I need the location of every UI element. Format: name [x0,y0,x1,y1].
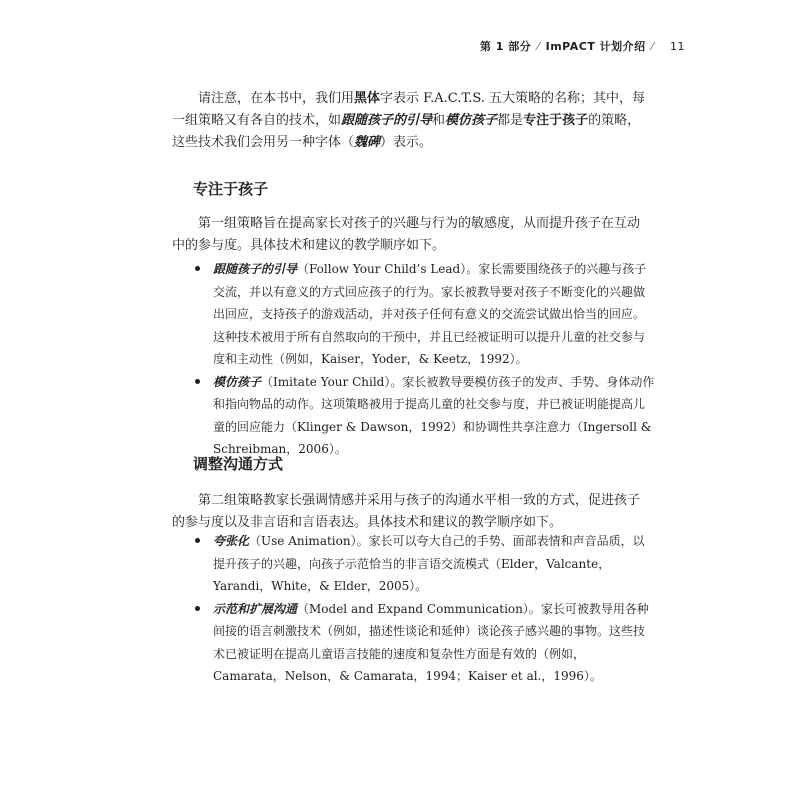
header-part: 第 1 部分 [479,40,532,53]
intro-text: 请注意，在本书中，我们用 [198,91,355,106]
intro-text: 和 [432,113,446,128]
intro-text: 字表示 F.A.C.T.S. 五大策略的名称；其中，每一组策略又有各自的技术，如 [172,91,646,128]
header-separator-2: ⁄ [651,40,654,53]
section-paragraph: 第一组策略旨在提高家长对孩子的兴趣与行为的敏感度，从而提升孩子在互动中的参与度。具体技术和建议的教学顺序如下。 [172,216,641,253]
section-heading: 专注于孩子 [193,180,269,198]
running-header [480,38,685,54]
page-number: 11 [670,40,685,53]
intro-technique-term: 模仿孩子 [445,113,498,128]
list-item [193,598,655,688]
intro-bold-term: 黑体 [354,91,381,106]
technique-text: （Follow Your Child’s Lead）。家长需要围绕孩子的兴趣与孩子交流，并以有意义的方式回应孩子的行为。家长被教导要对孩子不断变化的兴趣做出回应，支持孩子的游戏活动，并对孩子任何有意义的交流尝试做出恰当的回应。这种技术被用于所有自然取向的干预中，并且已经被证明可以提升儿童的社交参与度和主动性（例如，Kaiser，Yoder，& Keetz，1992）。 [213,262,647,366]
list-item [193,530,655,598]
intro-paragraph [172,88,650,154]
technique-term: 示范和扩展沟通 [213,601,298,616]
list-item [193,371,655,461]
bullet-icon [195,266,200,271]
section-paragraph: 第二组策略教家长强调情感并采用与孩子的沟通水平相一致的方式，促进孩子的参与度以及非言语和言语表达。具体技术和建议的教学顺序如下。 [172,493,641,530]
list-item [193,258,655,371]
technique-term: 模仿孩子 [213,374,262,389]
intro-text: ）表示。 [380,135,433,150]
technique-list [193,530,655,688]
intro-text: 都是 [497,113,524,128]
intro-strategy-term: 专注于孩子 [523,113,589,128]
section-heading: 调整沟通方式 [193,455,284,473]
technique-term: 跟随孩子的引导 [213,262,298,276]
technique-term: 夸张化 [213,534,250,548]
intro-text: 的策略，这些技术我们会用另一种字体（ [172,113,641,150]
technique-text: （Use Animation）。家长可以夸大自己的手势、面部表情和声音品质，以提升孩子的兴趣，向孩子示范恰当的非言语交流模式（Elder，Valcante，Yarandi，White，& Elder，2005）。 [213,534,645,593]
header-separator: ⁄ [537,40,540,53]
intro-font-name: 魏碑 [354,135,381,150]
bullet-icon [195,379,200,384]
header-title: ImPACT 计划介绍 [545,40,646,53]
bullet-icon [195,538,200,543]
technique-text: （Model and Expand Communication）。家长可被教导用各种间接的语言刺激技术（例如，描述性谈论和延伸）谈论孩子感兴趣的事物。这些技术已被证明在提高儿童语言技能的速度和复杂性方面是有效的（例如，Camarata，Nelson，& Camarata，1994；Kaiser et al.，1996）。 [213,601,649,683]
technique-text: （Imitate Your Child）。家长被教导要模仿孩子的发声、手势、身体动作和指向物品的动作。这项策略被用于提高儿童的社交参与度，并已被证明能提高儿童的回应能力（Klinger & Dawson，1992）和协调性共享注意力（Ingersoll & Schreibman，2006）。 [213,374,655,456]
intro-technique-term: 跟随孩子的引导 [341,113,433,128]
technique-list [193,258,655,461]
bullet-icon [195,606,200,611]
